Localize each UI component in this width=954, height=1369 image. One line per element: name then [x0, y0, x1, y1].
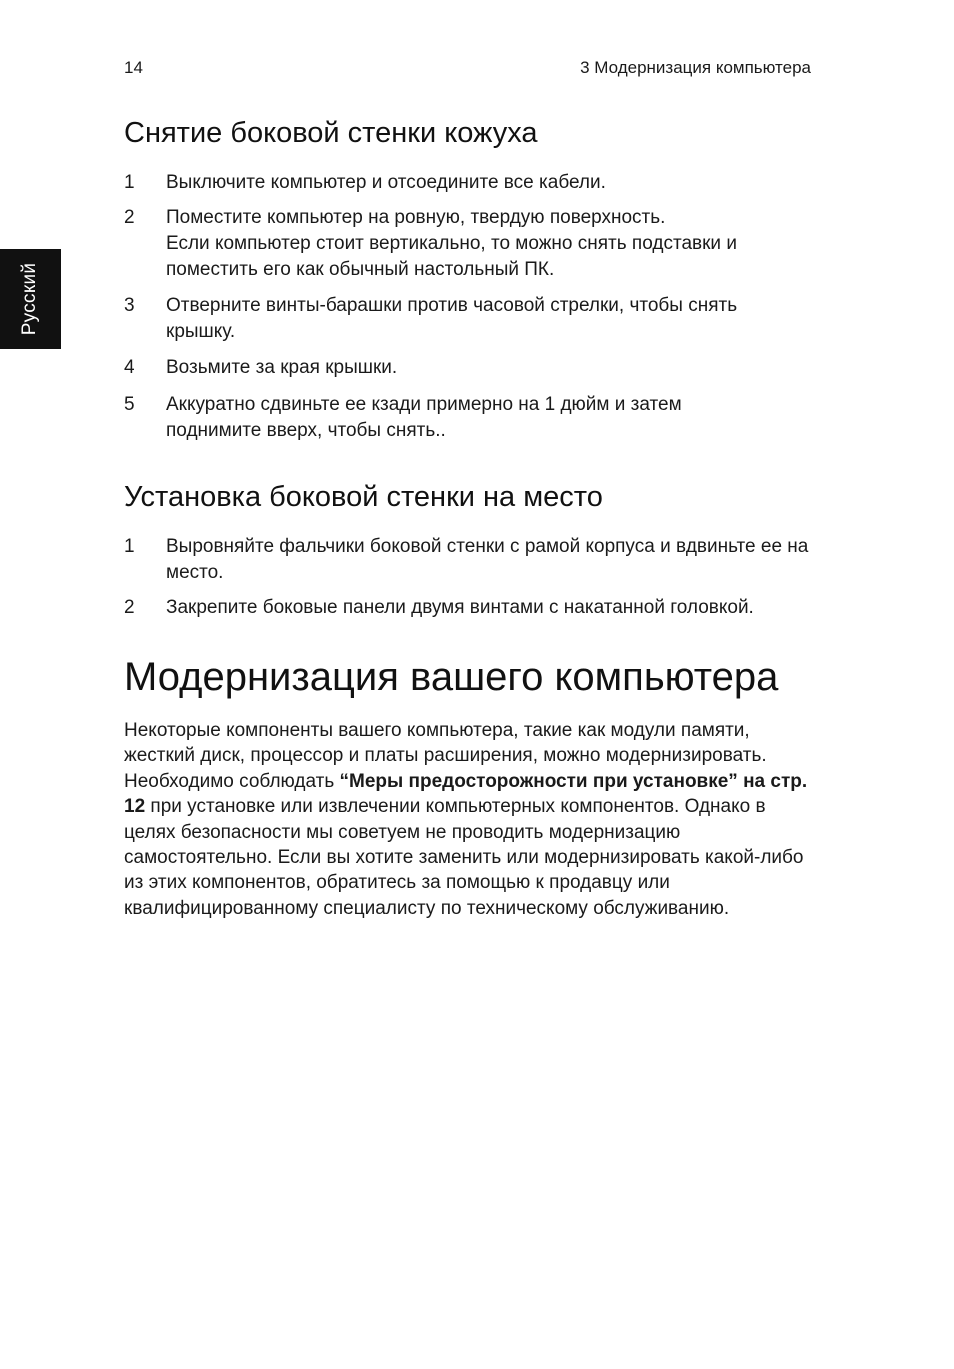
- language-tab-label: Русский: [19, 262, 40, 336]
- step-number: 2: [124, 207, 135, 228]
- step-note: Если компьютер стоит вертикально, то можно снять подставки и поместить его как обычный настольный ПК.: [166, 233, 737, 280]
- list-item: [124, 392, 814, 444]
- step-text: Поместите компьютер на ровную, твердую поверхность.: [166, 207, 666, 228]
- step-text: Выключите компьютер и отсоедините все кабели.: [166, 172, 606, 193]
- paragraph-text: при установке или извлечении компьютерных компонентов. Однако в целях безопасности мы советуем не проводить модернизацию самостоятельно. Если вы хотите заменить или модернизировать какой-либо из этих компонентов, обратитесь за помощью к продавцу или квалифицированному специалисту по техническому обслуживанию.: [124, 796, 804, 919]
- step-text: Отверните винты-барашки против часовой стрелки, чтобы снять крышку.: [166, 295, 738, 342]
- section-title-install-side-panel: Установка боковой стенки на место: [124, 481, 603, 513]
- step-number: 3: [124, 295, 135, 316]
- language-tab: [0, 249, 61, 349]
- step-text: Выровняйте фальчики боковой стенки с рамой корпуса и вдвиньте ее на место.: [166, 536, 809, 583]
- running-header: 3 Модернизация компьютера: [580, 58, 811, 77]
- step-number: 1: [124, 172, 135, 193]
- page-number: 14: [124, 58, 143, 77]
- section-title-remove-side-panel: Снятие боковой стенки кожуха: [124, 117, 538, 149]
- step-text: Закрепите боковые панели двумя винтами с накатанной головкой.: [166, 597, 754, 618]
- list-item: [124, 205, 814, 283]
- step-text: Возьмите за края крышки.: [166, 357, 398, 378]
- list-item: [124, 534, 814, 586]
- paragraph-text: Некоторые компоненты вашего компьютера, такие как модули памяти, жесткий диск, процессор и платы расширения, можно модернизировать. Необходимо соблюдать: [124, 720, 767, 792]
- list-item: [124, 595, 814, 621]
- cross-reference-link[interactable]: “Меры предосторожности при установке” на стр. 12: [124, 770, 808, 818]
- step-text: Аккуратно сдвиньте ее кзади примерно на 1 дюйм и затем поднимите вверх, чтобы снять..: [166, 394, 682, 441]
- step-number: 4: [124, 357, 135, 378]
- upgrade-paragraph: [124, 718, 814, 921]
- step-number: 2: [124, 597, 135, 618]
- step-number: 1: [124, 536, 135, 557]
- section-title-upgrade: Модернизация вашего компьютера: [124, 655, 779, 699]
- list-item: [124, 170, 814, 196]
- list-item: [124, 293, 814, 345]
- step-number: 5: [124, 394, 135, 415]
- list-item: [124, 355, 814, 381]
